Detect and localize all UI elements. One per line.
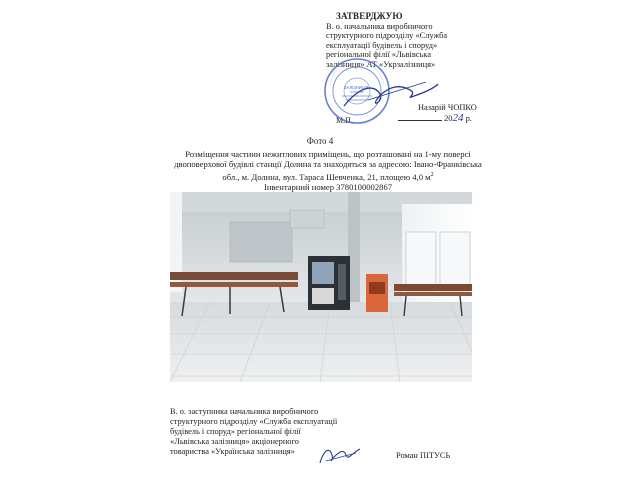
deputy-name: Роман ПІТУСЬ bbox=[396, 451, 451, 460]
approval-heading: ЗАТВЕРДЖУЮ bbox=[336, 11, 403, 21]
photo-number: Фото 4 bbox=[306, 136, 334, 146]
approver-name: Назарій ЧОПКО bbox=[418, 103, 477, 112]
stamp-text: ЗАЛІЗНИЦЯ bbox=[344, 85, 369, 90]
footer-line: В. о. заступника начальника виробничого bbox=[170, 407, 319, 416]
date-end: р. bbox=[463, 114, 472, 123]
description-text: Розміщення частини нежитлових приміщень, що розташовані на 1-му поверсі двоповерхової будівлі станції Долина та знаходяться за адресою: Івано-Франківська обл., м. Долина, вул. Тараса Шевченка, 21, площею 4,0 м bbox=[174, 149, 482, 182]
date-year-suffix: 24 bbox=[452, 112, 464, 124]
footer-line: «Львівська залізниця» акціонерного bbox=[170, 437, 299, 446]
description-sup: 2 bbox=[430, 171, 434, 178]
photo-description bbox=[168, 149, 488, 192]
approval-line: експлуатації будівель і споруд» bbox=[326, 40, 438, 50]
approval-line: структурного підрозділу «Служба bbox=[326, 31, 448, 41]
approval-line: залізниця» АТ «Укрзалізниця» bbox=[326, 59, 436, 69]
inventory-number: Інвентарний номер 3780100002867 bbox=[263, 182, 393, 193]
seal-place-label: М.П. bbox=[336, 116, 353, 125]
approval-line: регіональної філії «Львівська bbox=[326, 50, 431, 60]
station-hall-photo bbox=[170, 192, 472, 382]
approval-line: В. о. начальника виробничого bbox=[326, 21, 433, 31]
approver-signature bbox=[340, 76, 440, 116]
deputy-signature bbox=[316, 445, 364, 467]
footer-line: будівель і споруд» регіональної філії bbox=[170, 427, 301, 436]
date-year-prefix: 20 bbox=[444, 114, 453, 123]
footer-line: товариства «Українська залізниця» bbox=[170, 447, 295, 456]
footer-line: структурного підрозділу «Служба експлуатації bbox=[170, 417, 338, 426]
